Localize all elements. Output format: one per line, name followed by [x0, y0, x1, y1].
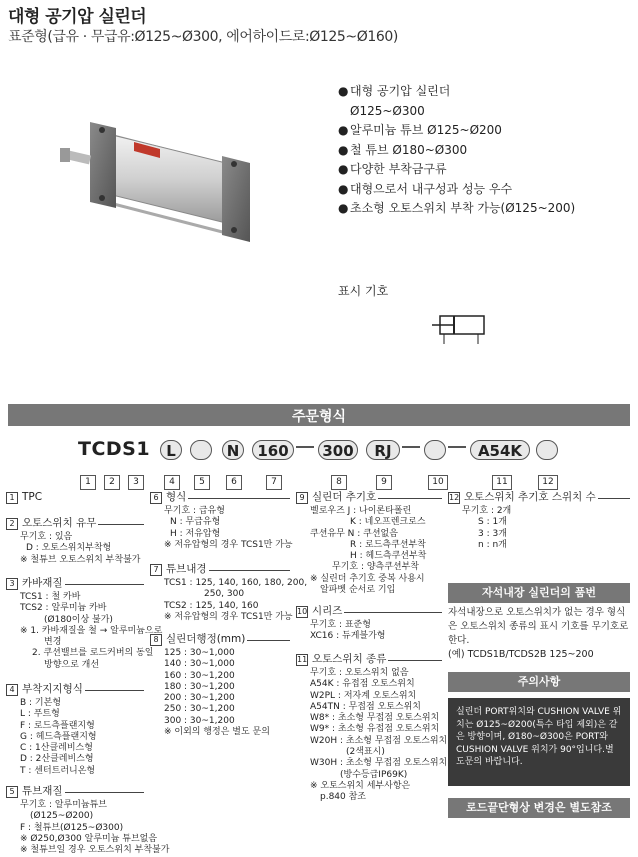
- feature-list: [338, 82, 575, 219]
- code-part: [190, 440, 212, 460]
- code-number: 4: [164, 475, 180, 490]
- section-cover-material: 3 카바재질 TCS1 : 철 카바 TCS2 : 알루미늄 카바 (Ø180이상 불가) ※ 1. 카바재질을 철 → 알루미늄으로 변경 2. 쿠션밸브를 로드커버의 동일 방향으로 개선: [6, 578, 144, 671]
- cylinder-symbol: [430, 310, 490, 346]
- magnet-part-number-text: 자석내장으로 오토스위치가 없는 경우 형식은 오토스위치 종류의 표시 기호를 무기호로 한다. (예) TCDS1B/TCDS2B 125~200: [448, 607, 629, 660]
- feature-item: ● 초소형 오토스위치 부착 가능(Ø125~200): [338, 201, 576, 215]
- section-tube-bore: 7 튜브내경 TCS1 : 125, 140, 160, 180, 200, 250, 300 TCS2 : 125, 140, 160 ※ 저유압형의 경우 TCS1만 가능: [150, 564, 290, 623]
- section-autoswitch: 2 오토스위치 유무 무기호 : 있음 D : 오토스위치부착형 ※ 철튜브 오토스위치 부착불가: [6, 518, 144, 566]
- code-dash: [296, 446, 314, 448]
- code-number: 7: [266, 475, 282, 490]
- code-number: 10: [428, 475, 448, 490]
- section-switch-type: 11 오토스위치 종류 무기호 : 오토스위치 없음 A54K : 유접점 오토스위치 W2PL : 저자계 오토스위치 A54TN : 무접점 오토스위치 W8* : 초소형 무접점 오토스위치 W9* : 초소형 유접점 오토스위치 W20H : 초소형 무접점 오토스위치 (2색표시) W30H : 초소형 무접점 오토스위치 (방수등급IP69K) ※ 오토스위치 세부사항은 p.840 참조: [297, 653, 448, 803]
- section-suffix: 9 실린더 추기호 벨로우즈 J : 나이론타폴린 K : 네오프렌크로스 쿠션유무 N : 쿠션없음 R : 로드측쿠션부착 H : 헤드측쿠션부착 무기호 : 양측쿠션부착 ※ 실린더 추기호 중복 사용시 알파벳 순서로 기입: [296, 492, 442, 596]
- code-number: 1: [80, 475, 96, 490]
- order-band: 주문형식: [8, 404, 630, 426]
- section-type: 6 형식 무기호 : 급유형 N : 무급유형 H : 저유압형 ※ 저유압형의 경우 TCS1만 가능: [150, 492, 290, 551]
- code-number: 12: [538, 475, 558, 490]
- code-number: 2: [104, 475, 120, 490]
- section-stroke: 8 실린더행정(mm) 125 : 30~1,000 140 : 30~1,000 160 : 30~1,200 180 : 30~1,200 200 : 30~1,200 250 : 30~1,200 300 : 30~1,200 ※ 이외의 행정은 별도 문의: [150, 634, 290, 738]
- code-part: 300: [318, 440, 358, 460]
- cylinder-image: [60, 112, 260, 252]
- feature-item: Ø125~Ø300: [350, 103, 425, 118]
- code-number: 5: [194, 475, 210, 490]
- code-number: 8: [331, 475, 347, 490]
- feature-item: ● 다양한 부착금구류: [338, 162, 447, 176]
- caution-text: 실린더 PORT위치와 CUSHION VALVE 위치는 Ø125~Ø200(특수 타입 제외)은 같은 방향이며, Ø180~Ø300은 PORT와 CUSHION VALVE 위치가 90°입니다.별도문의 바랍니다.: [448, 698, 630, 786]
- code-part: L: [160, 440, 182, 460]
- section-series: 10 시리즈 무기호 : 표준형 XC16 : 듀게블가형: [296, 606, 442, 643]
- rod-end-note: 로드끝단형상 변경은 별도참조: [448, 798, 630, 818]
- section-switch-count: 12 오토스위치 추기호 스위치 수 무기호 : 2개 S : 1개 3 : 3개 n : n개: [448, 492, 630, 551]
- code-dash: [448, 446, 466, 448]
- code-number: 3: [128, 475, 144, 490]
- caution-header: 주의사항: [448, 672, 630, 692]
- code-part: N: [222, 440, 244, 460]
- code-part: [424, 440, 446, 460]
- code-number: 6: [226, 475, 242, 490]
- code-part: [536, 440, 558, 460]
- section-tpc: 1 TPC: [6, 492, 144, 506]
- section-mounting: 4 부착지지형식 B : 기본형 L : 푸트형 F : 로드측플랜지형 G : 헤드측플랜지형 C : 1산클레비스형 D : 2산클레비스형 T : 센터트러니온형: [6, 684, 144, 777]
- page-subtitle: 표준형(급유 · 무급유:Ø125~Ø300, 에어하이드로:Ø125~Ø160): [8, 29, 398, 45]
- code-part: 160: [252, 440, 294, 460]
- symbol-label: 표시 기호: [338, 284, 389, 298]
- code-dash: [402, 446, 420, 448]
- code-prefix: TCDS1: [78, 438, 151, 460]
- feature-item: ● 철 튜브 Ø180~Ø300: [338, 142, 468, 157]
- page-title: 대형 공기압 실린더: [8, 7, 147, 27]
- magnet-part-number-header: 자석내장 실린더의 품번: [448, 583, 630, 603]
- code-part: A54K: [470, 440, 530, 460]
- feature-item: ● 알루미늄 튜브 Ø125~Ø200: [338, 123, 502, 137]
- feature-item: ● 대형 공기압 실린더: [338, 84, 451, 98]
- feature-item: ● 대형으로서 내구성과 성능 우수: [338, 181, 513, 196]
- section-tube-material: 5 튜브재질 무기호 : 알루미늄튜브 (Ø125~Ø200) F : 철튜브(Ø125~Ø300) ※ Ø250,Ø300 알루미늄 튜브없음 ※ 철튜브일 경우 오토스위치 부착불가: [6, 786, 144, 856]
- code-part: RJ: [366, 440, 400, 460]
- code-number: 11: [492, 475, 512, 490]
- code-number: 9: [376, 475, 392, 490]
